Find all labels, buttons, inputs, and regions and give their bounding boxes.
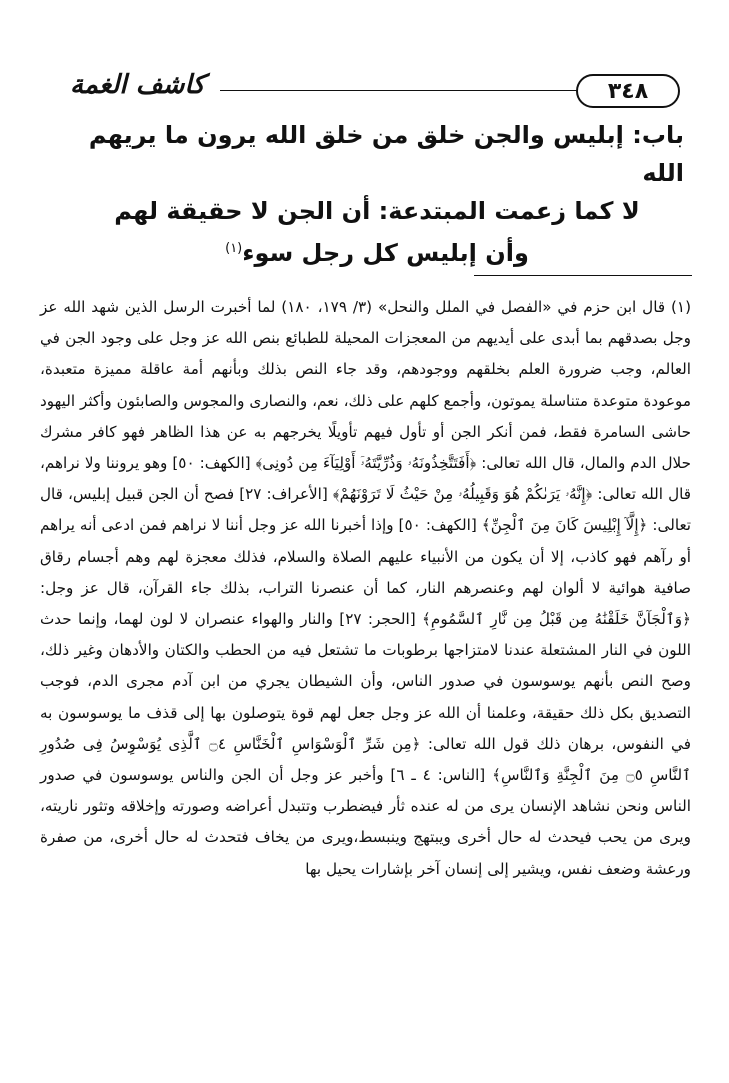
chapter-heading: [70, 116, 684, 272]
footnote-reference: (١): [225, 241, 243, 256]
chapter-heading-line-3: [70, 230, 684, 272]
footnote-separator: [474, 275, 692, 276]
chapter-heading-line-2: لا كما زعمت المبتدعة: أن الجن لا حقيقة لهم: [114, 197, 640, 225]
page-header: [70, 68, 680, 112]
page-number: ٣٤٨: [576, 74, 680, 108]
footnote: [40, 292, 691, 885]
header-rule: [210, 90, 580, 91]
chapter-heading-line-3-text: وأن إبليس كل رجل سوء: [242, 239, 529, 267]
footnote-text: (١) قال ابن حزم في «الفصل في الملل والنحل» (٣/ ١٧٩، ١٨٠) لما أخبرت الرسل الذين شهد الله عز وجل بصدقهم بما أبدى على أيديهم من المعجزات المحيلة للطبائع بنص الله عز وجل على وجود الجن في العالم، وجب ضرورة العلم بخلقهم ووجودهم، وقد جاء النص بذلك وبأنهم أمة عاقلة مميزة متعبدة، موعودة متوعدة متناسلة يموتون، وأجمع كلهم على ذلك، نعم، والنصارى والمجوس والصابئون وأكثر اليهود حاشى السامرة فقط، فمن أنكر الجن أو تأول فيهم تأويلًا يخرجهم به عن هذا الظاهر فهو كافر مشرك حلال الدم والمال، قال الله تعالى: ﴿أَفَتَتَّخِذُونَهُۥ وَذُرِّيَّتَهُۥٓ أَوْلِيَآءَ مِن دُونِى﴾ [الكهف: ٥٠] وهو يروننا ولا نراهم، قال الله تعالى: ﴿إِنَّهُۥ يَرَىٰكُمْ هُوَ وَقَبِيلُهُۥ مِنْ حَيْثُ لَا تَرَوْنَهُمْ﴾ [الأعراف: ٢٧] فصح أن الجن قبيل إبليس، قال تعالى: ﴿إِلَّآ إِبْلِيسَ كَانَ مِنَ ٱلْجِنِّ﴾ [الكهف: ٥٠] وإذا أخبرنا الله عز وجل أننا لا نراهم فمن ادعى أنه يراهم أو رآهم فهو كاذب، إلا أن يكون من الأنبياء عليهم الصلاة والسلام، فذلك معجزة لهم وهم أجسام رقاق صافية هوائية لا ألوان لهم وعنصرهم النار، كما أن عنصرنا التراب، بذلك جاء القرآن، قال عز وجل: ﴿وَٱلْجَآنَّ خَلَقْنَٰهُ مِن قَبْلُ مِن نَّارِ ٱلسَّمُومِ﴾ [الحجر: ٢٧] والنار والهواء عنصران لا لون لهما، وإنما حدث اللون في النار المشتعلة عندنا لامتزاجها برطوبات ما تشتعل فيه من الحطب والكتان والأدهان وغير ذلك، وصح النص بأنهم يوسوسون في صدور الناس، وأن الشيطان يجري من ابن آدم مجرى الدم، فوجب التصديق بكل ذلك حقيقة، وعلمنا أن الله عز وجل جعل لهم قوة يتوصلون بها إلى قذف ما يوسوسون به في النفوس، برهان ذلك قول الله تعالى: ﴿مِن شَرِّ ٱلْوَسْوَاسِ ٱلْخَنَّاسِ ۝٤ ٱلَّذِى يُوَسْوِسُ فِى صُدُورِ ٱلنَّاسِ ۝٥ مِنَ ٱلْجِنَّةِ وَٱلنَّاسِ﴾ [الناس: ٤ ـ ٦] وأخبر عز وجل أن الجن والناس يوسوسون في صدور الناس ونحن نشاهد الإنسان يرى من له عنده ثأر فيضطرب وتتبدل أعراضه وصورته وإخلاقه وتثور ناريته، ويرى من يحب فيحدث له حال أخرى ويبتهج وينبسط،ويرى من يخاف فتحدث له حال أخرى، من صفرة ورعشة وضعف نفس، ويشير إلى إنسان آخر بإشارات يحيل بها: [40, 298, 692, 878]
chapter-heading-line-1: باب: إبليس والجن خلق من خلق الله يرون ما يريهم الله: [88, 121, 684, 187]
running-title: كاشف الغمة: [70, 70, 220, 100]
